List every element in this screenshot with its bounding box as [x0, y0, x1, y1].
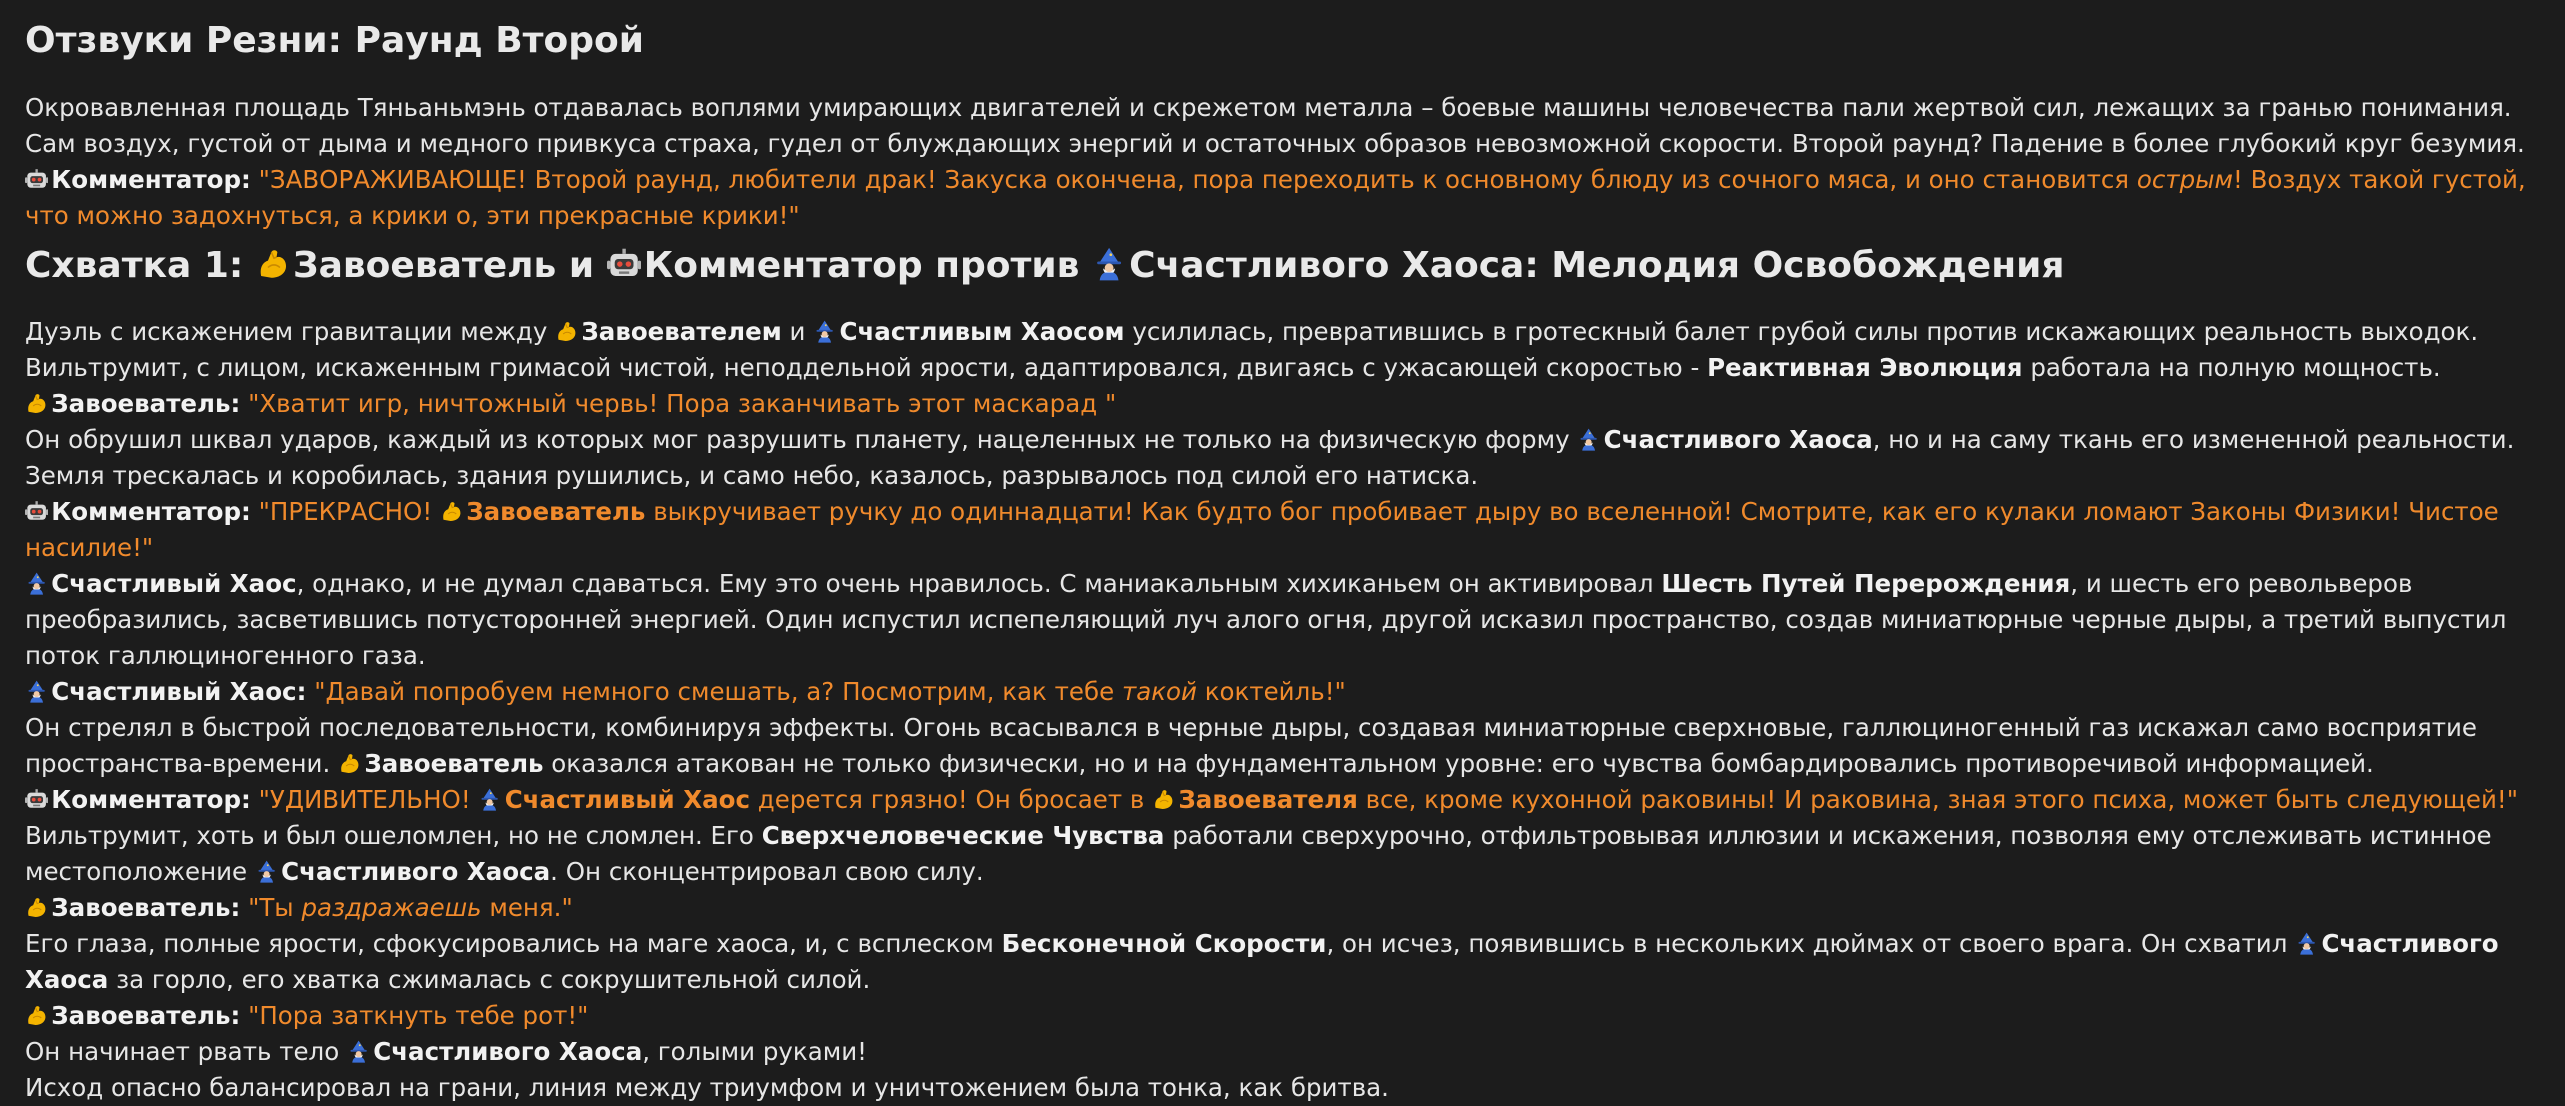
mage-icon	[255, 857, 281, 886]
intro-paragraph: Окровавленная площадь Тяньаньмэнь отдавалась воплями умирающих двигателей и скрежетом металла – боевые машины человечества пали жертвой сил, лежащих за гранью понимания. Сам воздух, густой от дыма и медного привкуса страха, гудел от блуждающих энергий и остаточных образов невозможной скорости. Второй раунд? Падение в более глубокий круг безумия.	[25, 93, 2525, 158]
flexed-biceps-icon	[338, 749, 364, 778]
text-part: , он исчез, появившись в нескольких дюймах от своего врага. Он схватил	[1326, 929, 2296, 958]
speaker-label: Завоеватель	[51, 893, 231, 922]
quote-part: "Ты	[248, 893, 302, 922]
narrative-paragraph	[25, 314, 2540, 386]
narrative-paragraph	[25, 1034, 2540, 1070]
character-name: Счастливый Хаос	[504, 785, 751, 814]
colon: :	[296, 677, 307, 706]
quote-text: "Хватит игр, ничтожный червь! Пора заканчивать этот маскарад "	[248, 389, 1117, 418]
heading-part: Схватка 1:	[25, 245, 256, 286]
text-part: работала на полную мощность.	[2022, 353, 2441, 382]
narrative-paragraph	[25, 926, 2540, 998]
text-part: Дуэль с искажением гравитации между	[25, 317, 556, 346]
colon: :	[230, 389, 241, 418]
text-part: Он обрушил шквал ударов, каждый из которых мог разрушить планету, нацеленных не только на физическую форму	[25, 425, 1578, 454]
text-part: за горло, его хватка сжималась с сокрушительной силой.	[108, 965, 871, 994]
text-part: Он начинает рвать тело	[25, 1037, 347, 1066]
colon: :	[241, 165, 251, 194]
character-name: Завоевателем	[581, 317, 782, 346]
mage-icon	[1577, 425, 1603, 454]
colon: :	[230, 893, 241, 922]
flexed-biceps-icon	[25, 893, 51, 922]
character-name: Завоеватель	[364, 749, 544, 778]
quote-part: "ПРЕКРАСНО!	[258, 497, 440, 526]
quote-part: ! Воздух такой густой, что можно задохнуться, а крики о, эти прекрасные крики!"	[25, 165, 2526, 230]
commentator-line-1	[25, 162, 2540, 234]
conqueror-line-2	[25, 890, 2540, 926]
mage-icon	[347, 1037, 373, 1066]
flexed-biceps-icon	[256, 245, 293, 286]
text-part: усилилась, превратившись в гротескный балет грубой силы против искажающих реальность выходок. Вильтрумит, с лицом, искаженным гримасой чистой, неподдельной ярости, адаптировался, двигаясь с ужасающей скоростью -	[25, 317, 2479, 382]
conqueror-line-3	[25, 998, 2540, 1034]
heading-part: Комментатор	[643, 245, 923, 286]
colon: :	[241, 497, 251, 526]
ability-name: Бесконечной Скорости	[1001, 929, 1327, 958]
conqueror-line-1	[25, 386, 2540, 422]
robot-icon	[25, 785, 51, 814]
narrative-paragraph	[25, 818, 2540, 890]
quote-part: дерется грязно! Он бросает в	[750, 785, 1153, 814]
closing-paragraph: Исход опасно балансировал на грани, линия между триумфом и уничтожением была тонка, как бритва.	[25, 1073, 1389, 1102]
mage-icon	[25, 677, 51, 706]
heading-part: Счастливого Хаоса	[1129, 245, 1525, 286]
narrative-paragraph	[25, 422, 2540, 494]
mage-icon	[478, 785, 504, 814]
mage-icon	[25, 569, 51, 598]
character-name: Завоевателя	[1178, 785, 1358, 814]
quote-part: "Давай попробуем немного смешать, а? Посмотрим, как тебе	[314, 677, 1122, 706]
quote-part: коктейль!"	[1196, 677, 1346, 706]
mage-icon	[1092, 245, 1129, 286]
quote-emphasis: такой	[1121, 677, 1197, 706]
character-name: Счастливым Хаосом	[839, 317, 1125, 346]
quote-emphasis: острым	[2136, 165, 2233, 194]
heading-part: и	[556, 245, 607, 286]
section-heading	[25, 239, 2540, 293]
quote-part: "ЗАВОРАЖИВАЮЩЕ! Второй раунд, любители драк! Закуска окончена, пора переходить к основному блюду из сочного мяса, и оно становится	[258, 165, 2137, 194]
narrative-paragraph	[25, 710, 2540, 782]
flexed-biceps-icon	[440, 497, 466, 526]
ability-name: Сверхчеловеческие Чувства	[761, 821, 1165, 850]
mage-icon	[2295, 929, 2321, 958]
quote-text	[314, 677, 1346, 706]
flexed-biceps-icon	[25, 1001, 51, 1030]
flexed-biceps-icon	[25, 389, 51, 418]
narrative-paragraph	[25, 566, 2540, 674]
flexed-biceps-icon	[1152, 785, 1178, 814]
colon: :	[241, 785, 251, 814]
robot-icon	[607, 245, 644, 286]
text-part: Вильтрумит, хоть и был ошеломлен, но не сломлен. Его	[25, 821, 762, 850]
heading-part: Завоеватель	[293, 245, 557, 286]
character-name: Завоеватель	[466, 497, 646, 526]
quote-part: выкручивает ручку до одиннадцати! Как будто бог пробивает дыру во вселенной! Смотрите, как его кулаки ломают Законы Физики! Чистое насилие!"	[25, 497, 2499, 562]
speaker-label: Завоеватель	[51, 389, 231, 418]
text-part: Он стрелял в быстрой последовательности, комбинируя эффекты. Огонь всасывался в черные дыры, создавая миниатюрные сверхновые, галлюциногенный газ искажал само восприятие пространства-времени.	[25, 713, 2477, 778]
commentator-line-3	[25, 782, 2540, 818]
robot-icon	[25, 165, 51, 194]
flexed-biceps-icon	[555, 317, 581, 346]
chaos-line-1	[25, 674, 2540, 710]
page-title: Отзвуки Резни: Раунд Второй	[25, 20, 644, 61]
text-part: , однако, и не думал сдаваться. Ему это очень нравилось. С маниакальным хихиканьем он активировал	[296, 569, 1662, 598]
quote-part: "УДИВИТЕЛЬНО!	[258, 785, 479, 814]
quote-part: все, кроме кухонной раковины! И раковина, зная этого психа, может быть следующей!"	[1357, 785, 2518, 814]
quote-text: "Пора заткнуть тебе рот!"	[248, 1001, 589, 1030]
speaker-label: Комментатор	[51, 785, 242, 814]
colon: :	[230, 1001, 241, 1030]
text-part: , но и на саму ткань его измененной реальности. Земля трескалась и коробилась, здания рушились, и само небо, казалось, разрывалось под силой его натиска.	[25, 425, 2515, 490]
text-part: оказался атакован не только физически, но и на фундаментальном уровне: его чувства бомбардировались противоречивой информацией.	[543, 749, 2374, 778]
quote-part: меня."	[481, 893, 573, 922]
quote-emphasis: раздражаешь	[301, 893, 482, 922]
heading-part: против	[922, 245, 1092, 286]
text-part: , и шесть его револьверов преобразились, засветившись потусторонней энергией. Один испустил испепеляющий луч алого огня, другой исказил пространство, создав миниатюрные черные дыры, а третий выпустил поток галлюциногенного газа.	[25, 569, 2507, 670]
speaker-label: Комментатор	[51, 165, 242, 194]
character-name: Счастливого Хаоса	[25, 929, 2499, 994]
speaker-label: Счастливый Хаос	[51, 677, 297, 706]
speaker-label: Завоеватель	[51, 1001, 231, 1030]
text-part: Его глаза, полные ярости, сфокусировались на маге хаоса, и, с всплеском	[25, 929, 1002, 958]
mage-icon	[813, 317, 839, 346]
heading-part: : Мелодия Освобождения	[1524, 245, 2065, 286]
character-name: Счастливого Хаоса	[373, 1037, 643, 1066]
character-name: Счастливого Хаоса	[281, 857, 551, 886]
quote-text	[25, 497, 2499, 562]
text-part: работали сверхурочно, отфильтровывая иллюзии и искажения, позволяя ему отслеживать истинное местоположение	[25, 821, 2492, 886]
quote-text	[248, 893, 573, 922]
speaker-label: Комментатор	[51, 497, 242, 526]
quote-text	[259, 785, 2518, 814]
text-part: . Он сконцентрировал свою силу.	[550, 857, 984, 886]
ability-name: Реактивная Эволюция	[1707, 353, 2023, 382]
text-part: , голыми руками!	[642, 1037, 867, 1066]
ability-name: Шесть Путей Перерождения	[1661, 569, 2071, 598]
character-name: Счастливый Хаос	[51, 569, 297, 598]
quote-text	[25, 165, 2526, 230]
robot-icon	[25, 497, 51, 526]
text-part: и	[781, 317, 814, 346]
character-name: Счастливого Хаоса	[1603, 425, 1873, 454]
commentator-line-2	[25, 494, 2540, 566]
